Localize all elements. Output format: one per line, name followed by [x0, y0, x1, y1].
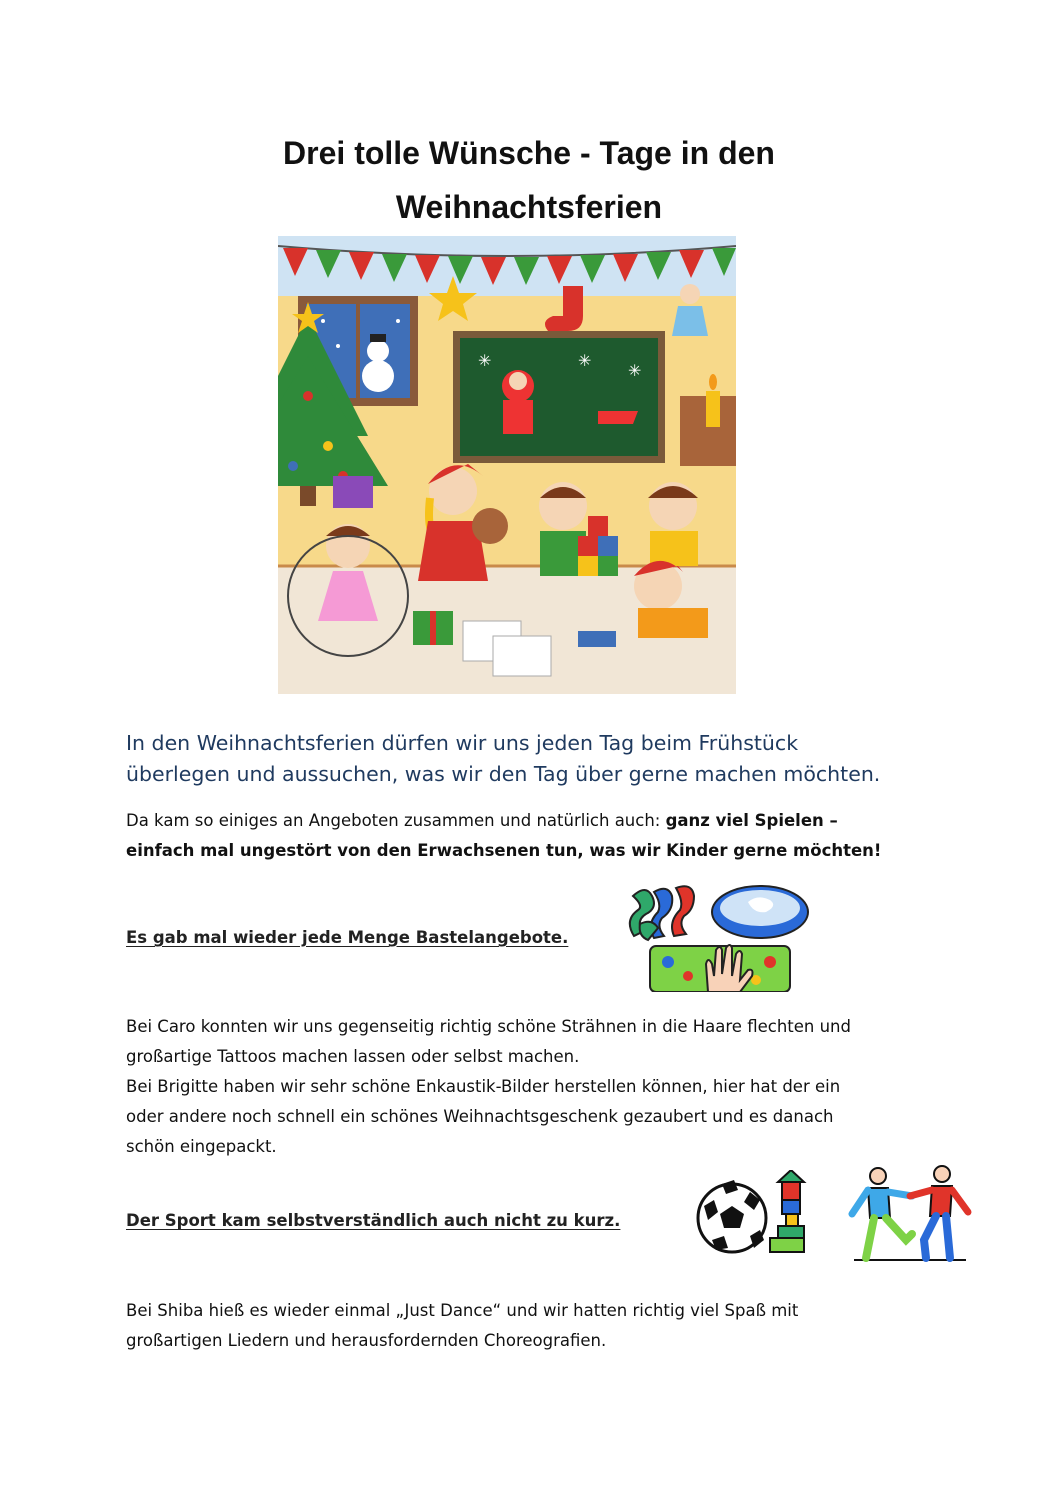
offers-line-2-bold: einfach mal ungestört von den Erwachsenen tun, was wir Kinder gerne möchten!	[126, 841, 882, 860]
page-title	[0, 126, 1058, 234]
title-line-2: Weihnachtsferien	[395, 189, 663, 225]
sport-paragraph	[126, 1296, 946, 1356]
offers-line-1-bold: ganz viel Spielen –	[665, 811, 838, 830]
title-line-1: Drei tolle Wünsche - Tage in den	[283, 135, 775, 171]
offers-line-1	[126, 806, 946, 836]
dance-icon	[846, 1164, 974, 1264]
crafts-line-5: schön eingepackt.	[126, 1137, 277, 1156]
sport-icon	[694, 1170, 812, 1256]
svg-text:✳: ✳	[478, 351, 492, 370]
craft-icon	[628, 884, 810, 992]
christmas-classroom-illustration	[278, 236, 736, 694]
sport-heading: Der Sport kam selbstverständlich auch nicht zu kurz.	[126, 1211, 621, 1230]
offers-paragraph	[126, 806, 946, 866]
crafts-line-3: Bei Brigitte haben wir sehr schöne Enkaustik-Bilder herstellen können, hier hat der ein	[126, 1077, 841, 1096]
crafts-paragraph	[126, 1012, 946, 1162]
offers-line-1-normal: Da kam so einiges an Angeboten zusammen und natürlich auch:	[126, 811, 666, 830]
chalkboard	[453, 331, 665, 463]
intro-text	[126, 728, 946, 790]
crafts-heading: Es gab mal wieder jede Menge Bastelangebote.	[126, 928, 569, 947]
crafts-line-4: oder andere noch schnell ein schönes Weihnachtsgeschenk gezaubert und es danach	[126, 1107, 834, 1126]
svg-text:✳: ✳	[628, 361, 642, 380]
intro-line-1: In den Weihnachtsferien dürfen wir uns jeden Tag beim Frühstück	[126, 731, 799, 755]
sport-line-2: großartigen Liedern und herausfordernden Choreografien.	[126, 1331, 607, 1350]
sport-line-1: Bei Shiba hieß es wieder einmal „Just Dance“ und wir hatten richtig viel Spaß mit	[126, 1301, 799, 1320]
crafts-line-1: Bei Caro konnten wir uns gegenseitig richtig schöne Strähnen in die Haare flechten und	[126, 1017, 851, 1036]
intro-line-2: überlegen und aussuchen, was wir den Tag über gerne machen möchten.	[126, 762, 881, 786]
svg-text:✳: ✳	[578, 351, 592, 370]
crafts-line-2: großartige Tattoos machen lassen oder selbst machen.	[126, 1047, 580, 1066]
